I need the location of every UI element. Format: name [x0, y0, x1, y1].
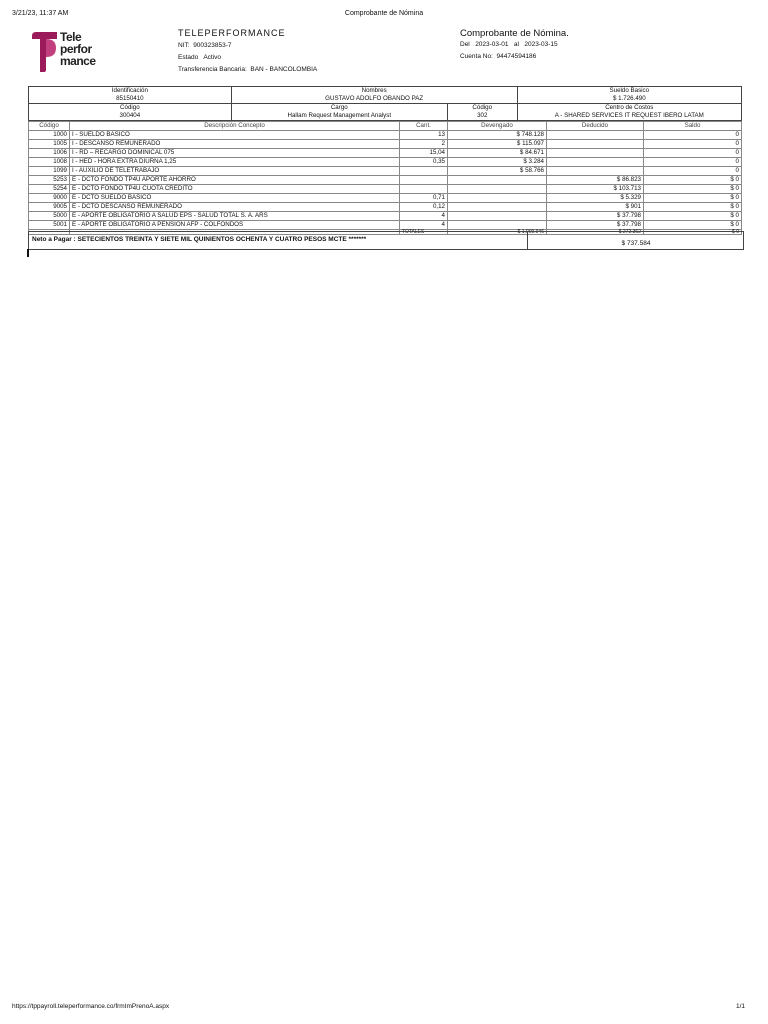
id-value: 85150410 — [116, 95, 144, 102]
names-label: Nombres — [361, 87, 387, 94]
cell-codigo: 5000 — [29, 212, 70, 221]
cell-deducido — [547, 140, 644, 149]
cell-descripcion: E - DCTO DESCANSO REMUNERADO — [70, 203, 400, 212]
transfer-label: Transferencia Bancaria: — [178, 66, 247, 73]
cell-codigo: 9005 — [29, 203, 70, 212]
table-row — [29, 149, 742, 158]
cell-saldo: $ 0 — [644, 212, 742, 221]
table-row — [29, 140, 742, 149]
cost-center-cell — [517, 104, 741, 121]
salary-cell — [517, 87, 741, 104]
cell-saldo: 0 — [644, 149, 742, 158]
estado-label: Estado — [178, 54, 199, 61]
cell-codigo: 1008 — [29, 158, 70, 167]
table-row — [29, 167, 742, 176]
cell-deducido: $ 901 — [547, 203, 644, 212]
cell-saldo: $ 0 — [644, 194, 742, 203]
names-cell — [231, 87, 517, 104]
cell-devengado: $ 58.766 — [448, 167, 547, 176]
totals-label: TOTALES — [400, 230, 448, 235]
cargo-label: Cargo — [330, 104, 348, 111]
cell-descripcion: I - AUXILIO DE TELETRABAJO — [70, 167, 400, 176]
company-transfer — [178, 66, 317, 73]
cell-codigo: 5001 — [29, 221, 70, 230]
employee-info-table — [28, 86, 742, 121]
cell-saldo: 0 — [644, 140, 742, 149]
company-estado — [178, 54, 221, 61]
cell-deducido — [547, 158, 644, 167]
cell-deducido: $ 103.713 — [547, 185, 644, 194]
footer-url[interactable]: https://tppayroll.teleperformance.co/frmImPrenoA.aspx — [12, 1003, 170, 1010]
cell-codigo: 1000 — [29, 131, 70, 140]
cell-descripcion: E - DCTO FONDO TP4U APORTE AHORRO — [70, 176, 400, 185]
table-row — [29, 176, 742, 185]
cell-cant — [400, 185, 448, 194]
cuenta-value: 94474594186 — [496, 53, 537, 60]
code-label: Código — [120, 104, 140, 111]
period-to: 2023-03-15 — [524, 41, 558, 48]
cell-devengado: $ 84.671 — [448, 149, 547, 158]
cell-deducido: $ 37.798 — [547, 212, 644, 221]
logo-mark-icon — [30, 30, 60, 74]
cell-deducido — [547, 167, 644, 176]
col-header-deducido: Deducido — [547, 122, 644, 131]
neto-box — [28, 231, 744, 250]
cell-codigo: 1006 — [29, 149, 70, 158]
footer-page: 1/1 — [736, 1003, 746, 1010]
cell-descripcion: I - RD – RECARGO DOMINICAL 075 — [70, 149, 400, 158]
cell-devengado: $ 115.097 — [448, 140, 547, 149]
cell-saldo: 0 — [644, 131, 742, 140]
company-logo — [30, 30, 100, 74]
company-nit — [178, 42, 232, 49]
cell-cant — [400, 176, 448, 185]
company-name: TELEPERFORMANCE — [178, 28, 286, 38]
table-row — [29, 194, 742, 203]
cell-devengado — [448, 203, 547, 212]
cell-devengado — [448, 176, 547, 185]
table-row — [29, 203, 742, 212]
table-row — [29, 212, 742, 221]
period-del-label: Del — [460, 41, 470, 48]
cell-codigo: 5254 — [29, 185, 70, 194]
print-datetime: 3/21/23, 11:37 AM — [12, 10, 69, 17]
cell-descripcion: E - APORTE OBLIGATORIO A SALUD EPS - SALUD TOTAL S. A. ARS — [70, 212, 400, 221]
cell-devengado: $ 748.128 — [448, 131, 547, 140]
cell-deducido — [547, 131, 644, 140]
cell-deducido — [547, 149, 644, 158]
names-value: GUSTAVO ADOLFO OBANDO PAZ — [325, 95, 424, 102]
cuenta-label: Cuenta No: — [460, 53, 493, 60]
col-header-codigo: Código — [29, 122, 70, 131]
nit-label: NIT: — [178, 42, 190, 49]
cell-cant: 0,12 — [400, 203, 448, 212]
cell-deducido: $ 86.823 — [547, 176, 644, 185]
neto-value: $ 737.584 — [527, 232, 744, 249]
cell-saldo: $ 0 — [644, 221, 742, 230]
id-label: Identificación — [111, 87, 148, 94]
cell-cant: 15,04 — [400, 149, 448, 158]
totals-deducido: $ 272.362 — [547, 230, 644, 235]
cell-deducido: $ 5.329 — [547, 194, 644, 203]
estado-value: Activo — [203, 54, 222, 61]
code-cell — [29, 104, 232, 121]
voucher-period — [460, 41, 558, 48]
id-cell — [29, 87, 232, 104]
cell-cant: 13 — [400, 131, 448, 140]
logo-text-line3: mance — [60, 54, 96, 68]
nit-value: 900323853-7 — [193, 42, 232, 49]
totals-saldo: $ 0 — [644, 230, 742, 235]
table-row — [29, 185, 742, 194]
cell-cant: 0,35 — [400, 158, 448, 167]
cost-center-value: A - SHARED SERVICES IT REQUEST IBERO LATAM — [554, 112, 704, 119]
neto-text: Neto a Pagar : SETECIENTOS TREINTA Y SIETE MIL QUINIENTOS OCHENTA Y CUATRO PESOS MCTE ******* — [32, 236, 367, 243]
cell-devengado — [448, 194, 547, 203]
voucher-account — [460, 53, 536, 60]
cell-cant: 4 — [400, 212, 448, 221]
cell-codigo: 1099 — [29, 167, 70, 176]
cell-saldo: 0 — [644, 167, 742, 176]
period-al-label: al — [513, 41, 519, 48]
concepts-table — [28, 121, 742, 235]
cell-descripcion: I - SUELDO BASICO — [70, 131, 400, 140]
cell-saldo: $ 0 — [644, 203, 742, 212]
cell-cant: 2 — [400, 140, 448, 149]
cell-descripcion: I - DESCANSO REMUNERADO — [70, 140, 400, 149]
code2-label: Código — [472, 104, 493, 111]
cargo-cell — [231, 104, 447, 121]
code2-cell — [447, 104, 517, 121]
cell-saldo: 0 — [644, 158, 742, 167]
cell-devengado — [448, 212, 547, 221]
cell-cant: 0,71 — [400, 194, 448, 203]
col-header-descripcion: Descripción Concepto — [70, 122, 400, 131]
transfer-value: BAN - BANCOLOMBIA — [250, 66, 318, 73]
code2-value: 302 — [477, 112, 488, 119]
cell-devengado — [448, 185, 547, 194]
salary-value: $ 1.726.490 — [612, 95, 646, 102]
margin-mark — [27, 249, 29, 257]
cell-deducido: $ 37.798 — [547, 221, 644, 230]
salary-label: Sueldo Basico — [609, 87, 650, 94]
code-value: 300404 — [119, 112, 141, 119]
logo-text-line1: Tele — [60, 30, 82, 44]
cargo-value: Hallam Request Management Analyst — [287, 112, 392, 119]
cell-cant — [400, 167, 448, 176]
cell-descripcion: I - HED - HORA EXTRA DIURNA 1,25 — [70, 158, 400, 167]
col-header-cant: Cant. — [400, 122, 448, 131]
cell-codigo: 5253 — [29, 176, 70, 185]
voucher-title: Comprobante de Nómina. — [460, 28, 569, 39]
cell-codigo: 9000 — [29, 194, 70, 203]
totals-devengado: $ 1.009.946 — [448, 230, 547, 235]
cell-descripcion: E - DCTO SUELDO BASICO — [70, 194, 400, 203]
col-header-saldo: Saldo — [644, 122, 742, 131]
cell-saldo: $ 0 — [644, 176, 742, 185]
print-page-title: Comprobante de Nómina — [344, 10, 424, 17]
cell-cant: 4 — [400, 221, 448, 230]
concepts-header-row — [29, 122, 742, 131]
cost-center-label: Centro de Costos — [605, 104, 654, 111]
logo-text-line2: perfor — [60, 42, 92, 56]
period-from: 2023-03-01 — [475, 41, 509, 48]
cell-saldo: $ 0 — [644, 185, 742, 194]
table-row — [29, 131, 742, 140]
cell-devengado: $ 3.284 — [448, 158, 547, 167]
col-header-devengado: Devengado — [448, 122, 547, 131]
cell-codigo: 1005 — [29, 140, 70, 149]
cell-descripcion: E - APORTE OBLIGATORIO A PENSION AFP - COLFONDOS — [70, 221, 400, 230]
table-row — [29, 158, 742, 167]
cell-descripcion: E - DCTO FONDO TP4U CUOTA CREDITO — [70, 185, 400, 194]
